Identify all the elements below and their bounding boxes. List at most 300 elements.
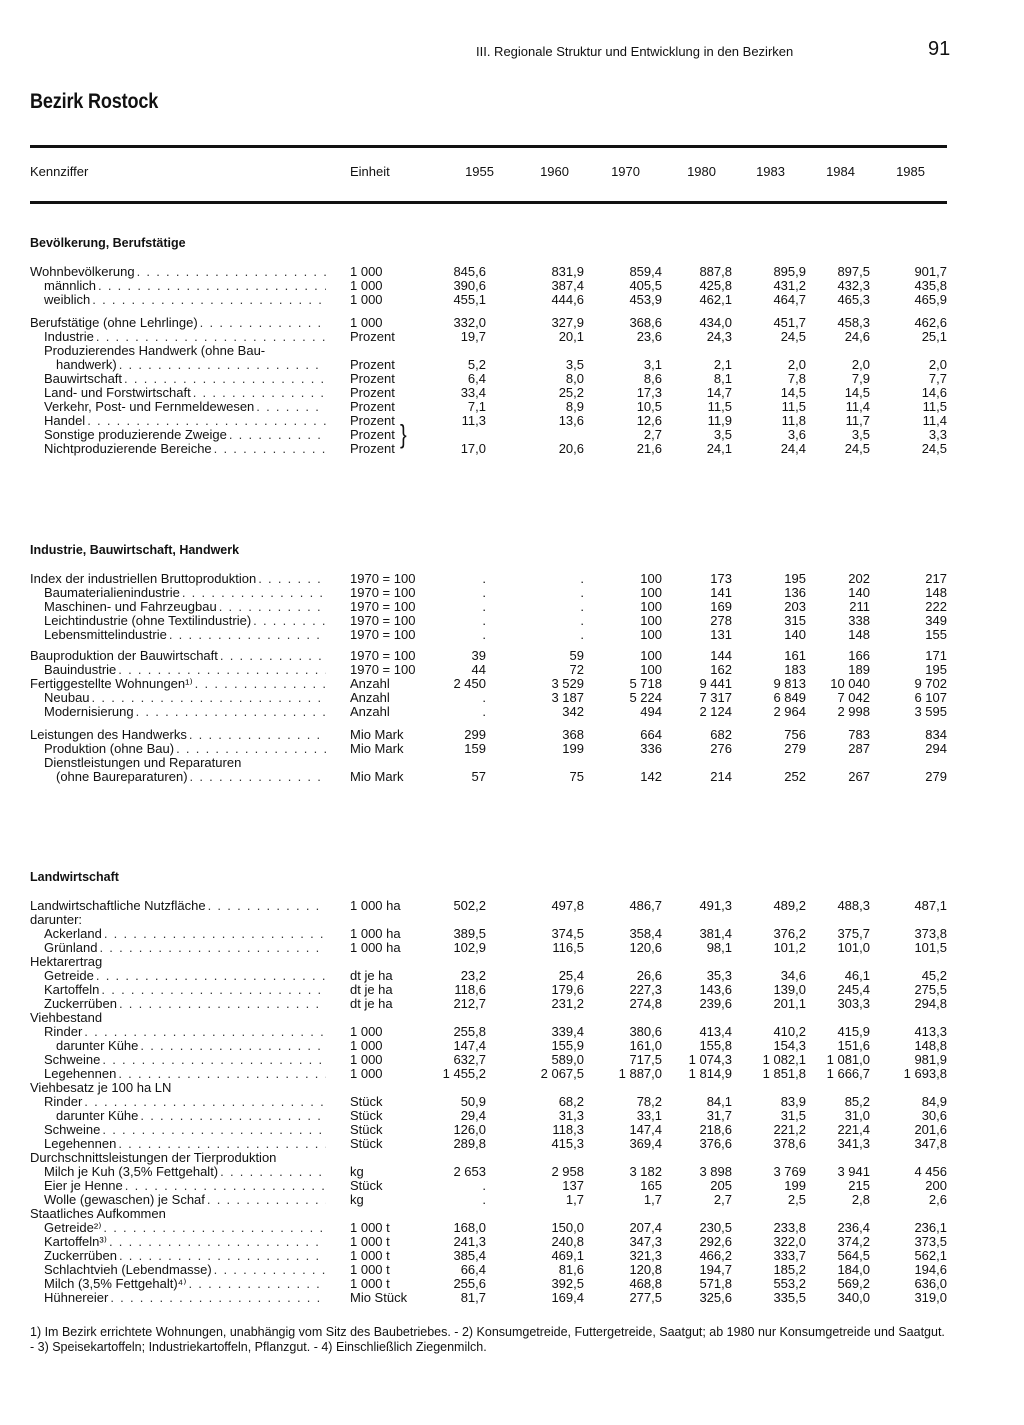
value-cell: 488,3 <box>837 898 870 913</box>
value-cell: 3,5 <box>565 357 584 372</box>
value-cell: 45,2 <box>921 968 947 983</box>
unit-cell: Stück <box>350 1178 383 1193</box>
unit-cell: 1 000 t <box>350 1220 390 1235</box>
value-cell: 194,7 <box>699 1262 732 1277</box>
value-cell: 218,6 <box>699 1122 732 1137</box>
table-row <box>30 1277 947 1291</box>
value-cell: 2,1 <box>713 357 732 372</box>
value-cell: 35,3 <box>706 968 732 983</box>
dot-leader <box>119 358 326 372</box>
unit-cell: Stück <box>350 1136 383 1151</box>
value-cell: 279 <box>925 769 947 784</box>
value-cell: 319,0 <box>914 1290 947 1305</box>
table-row <box>30 1123 947 1137</box>
value-cell: 497,8 <box>551 898 584 913</box>
value-cell: 33,1 <box>636 1108 662 1123</box>
value-cell: 562,1 <box>914 1248 947 1263</box>
value-cell: . <box>482 627 486 642</box>
value-cell: 3 595 <box>914 704 947 719</box>
value-cell: 339,4 <box>551 1024 584 1039</box>
row-label <box>44 628 326 642</box>
row-label <box>30 316 326 330</box>
dot-leader <box>98 279 326 293</box>
table-row <box>30 572 947 586</box>
value-cell: 155,9 <box>551 1038 584 1053</box>
value-cell: 3,5 <box>851 427 870 442</box>
row-label-text: Schweine <box>44 1123 101 1137</box>
section-heading: Industrie, Bauwirtschaft, Handwerk <box>30 543 240 557</box>
value-cell: 315 <box>784 613 806 628</box>
value-cell: . <box>482 585 486 600</box>
value-cell: 169 <box>710 599 732 614</box>
row-label <box>30 899 326 913</box>
value-cell: 2,7 <box>713 1192 732 1207</box>
value-cell: 489,2 <box>773 898 806 913</box>
value-cell: 39 <box>471 648 486 663</box>
unit-cell: 1 000 t <box>350 1234 390 1249</box>
footnote: 1) Im Bezirk errichtete Wohnungen, unabhängig vom Sitz des Baubetriebes. - 2) Konsumgetreide, Futtergetreide, Saatgut; ab 1980 nur Konsumgetreide und Saatgut. - 3) Speisekartoffeln; Industriekartoffeln, Pflanzgut. - 4) Einschließlich Ziegenmilch. <box>30 1325 945 1354</box>
unit-cell: 1 000 <box>350 1066 383 1081</box>
value-cell: 632,7 <box>453 1052 486 1067</box>
dot-leader <box>169 628 326 642</box>
row-label-text: männlich <box>44 279 97 293</box>
table-row <box>30 1039 947 1053</box>
value-cell: 255,6 <box>453 1276 486 1291</box>
value-cell: 2 067,5 <box>540 1066 584 1081</box>
value-cell: 81,6 <box>558 1262 584 1277</box>
value-cell: 173 <box>710 571 732 586</box>
value-cell: . <box>580 571 584 586</box>
value-cell: 338 <box>848 613 870 628</box>
row-label <box>44 1095 326 1109</box>
value-cell: 162 <box>710 662 732 677</box>
table-row <box>30 1053 947 1067</box>
row-label-text: Rinder <box>44 1095 83 1109</box>
dot-leader <box>110 1291 326 1305</box>
unit-cell: 1 000 ha <box>350 940 401 955</box>
value-cell: . <box>580 599 584 614</box>
value-cell: 465,9 <box>914 292 947 307</box>
value-cell: 59 <box>569 648 584 663</box>
value-cell: 368,6 <box>629 315 662 330</box>
row-label-text: Milch je Kuh (3,5% Fettgehalt) <box>44 1165 219 1179</box>
value-cell: 287 <box>848 741 870 756</box>
value-cell: 390,6 <box>453 278 486 293</box>
value-cell: 7,7 <box>928 371 947 386</box>
row-label-text: Zuckerrüben <box>44 997 117 1011</box>
value-cell: 369,4 <box>629 1136 662 1151</box>
value-cell: 8,9 <box>565 399 584 414</box>
unit-cell: 1 000 <box>350 292 383 307</box>
value-cell: 24,3 <box>706 329 732 344</box>
value-cell: 2,0 <box>787 357 806 372</box>
value-cell: 6 107 <box>914 690 947 705</box>
row-label <box>44 969 326 983</box>
row-label-text: Hektarertrag <box>30 955 103 969</box>
value-cell: 2,5 <box>787 1192 806 1207</box>
header-rule <box>30 201 947 204</box>
table-row <box>30 969 947 983</box>
value-cell: 202 <box>848 571 870 586</box>
row-label <box>30 1081 326 1095</box>
value-cell: 2,6 <box>928 1192 947 1207</box>
value-cell: 1,7 <box>565 1192 584 1207</box>
table-row <box>30 1165 947 1179</box>
value-cell: 636,0 <box>914 1276 947 1291</box>
value-cell: 274,8 <box>629 996 662 1011</box>
value-cell: 435,8 <box>914 278 947 293</box>
value-cell: 185,2 <box>773 1262 806 1277</box>
value-cell: 303,3 <box>837 996 870 1011</box>
unit-cell: Prozent <box>350 329 395 344</box>
unit-cell: 1970 = 100 <box>350 571 416 586</box>
row-label <box>30 728 326 742</box>
value-cell: 20,1 <box>558 329 584 344</box>
row-label-text: Kartoffeln <box>44 983 100 997</box>
value-cell: 148 <box>925 585 947 600</box>
value-cell: 151,6 <box>837 1038 870 1053</box>
row-label-text: Industrie <box>44 330 94 344</box>
value-cell: 203 <box>784 599 806 614</box>
table-row <box>30 1291 947 1305</box>
value-cell: 245,4 <box>837 982 870 997</box>
row-label-text: Produktion (ohne Bau) <box>44 742 175 756</box>
value-cell: 24,5 <box>921 441 947 456</box>
value-cell: 1 081,0 <box>826 1052 870 1067</box>
value-cell: 3,3 <box>928 427 947 442</box>
table-row <box>30 414 947 428</box>
value-cell: 1 074,3 <box>688 1052 732 1067</box>
table-row <box>30 913 947 927</box>
value-cell: 116,5 <box>552 940 584 955</box>
table-row <box>30 1025 947 1039</box>
table-row <box>30 265 947 279</box>
value-cell: 24,5 <box>844 441 870 456</box>
value-cell: 717,5 <box>629 1052 662 1067</box>
value-cell: 275,5 <box>914 982 947 997</box>
row-label-text: Baumaterialienindustrie <box>44 586 180 600</box>
row-label-text: darunter Kühe <box>56 1109 139 1123</box>
value-cell: 171 <box>925 648 947 663</box>
row-label-text: Wolle (gewaschen) je Schaf <box>44 1193 205 1207</box>
table-row <box>30 1249 947 1263</box>
row-label <box>44 1221 326 1235</box>
value-cell: 2 450 <box>453 676 486 691</box>
row-label <box>44 756 326 770</box>
value-cell: 31,3 <box>558 1108 584 1123</box>
running-head: III. Regionale Struktur und Entwicklung in den Bezirken <box>476 44 794 59</box>
row-label-text: Schweine <box>44 1053 101 1067</box>
dot-leader <box>118 1067 326 1081</box>
value-cell: 85,2 <box>844 1094 870 1109</box>
value-cell: 469,1 <box>551 1248 584 1263</box>
row-label <box>44 742 326 756</box>
value-cell: 17,0 <box>460 441 486 456</box>
value-cell: 831,9 <box>551 264 584 279</box>
value-cell: 75 <box>569 769 584 784</box>
row-label-text: Grünland <box>44 941 98 955</box>
value-cell: 221,4 <box>837 1122 870 1137</box>
value-cell: 227,3 <box>629 982 662 997</box>
dot-leader <box>104 927 326 941</box>
row-label-text: Sonstige produzierende Zweige <box>44 428 227 442</box>
row-label <box>30 1207 326 1221</box>
value-cell: 84,1 <box>706 1094 732 1109</box>
value-cell: 169,4 <box>551 1290 584 1305</box>
value-cell: 50,9 <box>460 1094 486 1109</box>
value-cell: 9 813 <box>773 676 806 691</box>
row-label <box>44 1179 326 1193</box>
table-row <box>30 691 947 705</box>
value-cell: 1 693,8 <box>903 1066 947 1081</box>
row-label-text: Getreide²⁾ <box>44 1221 102 1235</box>
row-label-text: Hühnereier <box>44 1291 109 1305</box>
value-cell: 199 <box>562 741 584 756</box>
row-label <box>30 677 326 691</box>
value-cell: 10 040 <box>830 676 870 691</box>
value-cell: 11,3 <box>461 413 486 428</box>
unit-cell: Mio Mark <box>350 769 404 784</box>
row-label-text: Neubau <box>44 691 90 705</box>
table-row <box>30 1109 947 1123</box>
value-cell: 29,4 <box>460 1108 486 1123</box>
row-label <box>44 1165 326 1179</box>
value-cell: . <box>580 613 584 628</box>
table-row <box>30 614 947 628</box>
dot-leader <box>140 1039 326 1053</box>
value-cell: 31,5 <box>780 1108 806 1123</box>
value-cell: 340,0 <box>837 1290 870 1305</box>
page-number: 91 <box>928 38 951 60</box>
value-cell: 887,8 <box>699 264 732 279</box>
value-cell: 358,4 <box>629 926 662 941</box>
table-row <box>30 983 947 997</box>
value-cell: 897,5 <box>837 264 870 279</box>
row-label <box>44 330 326 344</box>
value-cell: 98,1 <box>706 940 732 955</box>
value-cell: 140 <box>848 585 870 600</box>
column-header-kennziffer: Kennziffer <box>30 164 89 179</box>
row-label-text: Legehennen <box>44 1137 117 1151</box>
value-cell: 102,9 <box>453 940 486 955</box>
row-label <box>44 1291 326 1305</box>
dot-leader <box>220 649 326 663</box>
value-cell: 30,6 <box>921 1108 947 1123</box>
row-label-text: darunter Kühe <box>56 1039 139 1053</box>
table-row <box>30 941 947 955</box>
value-cell: 144 <box>710 648 732 663</box>
table-row <box>30 728 947 742</box>
value-cell: 333,7 <box>773 1248 806 1263</box>
row-label-text: Schlachtvieh (Lebendmasse) <box>44 1263 212 1277</box>
value-cell: 4 456 <box>914 1164 947 1179</box>
unit-cell: 1970 = 100 <box>350 627 416 642</box>
value-cell: 415,3 <box>551 1136 584 1151</box>
unit-cell: Prozent <box>350 385 395 400</box>
value-cell: 100 <box>640 627 662 642</box>
value-cell: 33,4 <box>460 385 486 400</box>
row-label-text: Handel <box>44 414 86 428</box>
value-cell: 148 <box>848 627 870 642</box>
unit-cell: 1970 = 100 <box>350 585 416 600</box>
table-row <box>30 279 947 293</box>
value-cell: 3 187 <box>551 690 584 705</box>
value-cell: 845,6 <box>453 264 486 279</box>
dot-leader <box>182 586 326 600</box>
dot-leader <box>190 770 326 784</box>
row-label <box>56 358 326 372</box>
table-row <box>30 1179 947 1193</box>
value-cell: 24,5 <box>780 329 806 344</box>
column-header-einheit: Einheit <box>350 164 390 179</box>
value-cell: 195 <box>784 571 806 586</box>
value-cell: 682 <box>710 727 732 742</box>
column-header-year: 1960 <box>540 164 569 179</box>
value-cell: 150,0 <box>551 1220 584 1235</box>
value-cell: 342 <box>562 704 584 719</box>
row-label-text: Getreide <box>44 969 94 983</box>
value-cell: 101,2 <box>773 940 806 955</box>
table-row <box>30 770 947 784</box>
value-cell: 564,5 <box>837 1248 870 1263</box>
value-cell: 405,5 <box>629 278 662 293</box>
value-cell: 553,2 <box>773 1276 806 1291</box>
row-label-text: Berufstätige (ohne Lehrlinge) <box>30 316 198 330</box>
unit-cell: 1970 = 100 <box>350 648 416 663</box>
row-label-text: Land- und Forstwirtschaft <box>44 386 191 400</box>
dot-leader <box>253 614 326 628</box>
row-label-text: Bauwirtschaft <box>44 372 123 386</box>
row-label-text: Produzierendes Handwerk (ohne Bau- <box>44 344 266 358</box>
value-cell: . <box>482 704 486 719</box>
value-cell: 147,4 <box>453 1038 486 1053</box>
value-cell: 453,9 <box>629 292 662 307</box>
value-cell: 455,1 <box>453 292 486 307</box>
row-label <box>44 941 326 955</box>
value-cell: 410,2 <box>773 1024 806 1039</box>
table-row <box>30 677 947 691</box>
value-cell: . <box>482 690 486 705</box>
row-label <box>30 572 326 586</box>
value-cell: 1 851,8 <box>762 1066 806 1081</box>
value-cell: 239,6 <box>699 996 732 1011</box>
dot-leader <box>229 428 326 442</box>
dot-leader <box>102 1123 326 1137</box>
value-cell: 236,4 <box>837 1220 870 1235</box>
value-cell: 783 <box>848 727 870 742</box>
value-cell: 387,4 <box>551 278 584 293</box>
value-cell: 464,7 <box>773 292 806 307</box>
table-row <box>30 1193 947 1207</box>
row-label-text: weiblich <box>44 293 91 307</box>
row-label <box>30 649 326 663</box>
value-cell: 373,8 <box>914 926 947 941</box>
value-cell: 2 998 <box>837 704 870 719</box>
value-cell: 183 <box>784 662 806 677</box>
table-row <box>30 1137 947 1151</box>
value-cell: 413,4 <box>699 1024 732 1039</box>
value-cell: 195 <box>925 662 947 677</box>
unit-cell: Prozent <box>350 399 395 414</box>
row-label <box>56 1039 326 1053</box>
value-cell: 159 <box>464 741 486 756</box>
dot-leader <box>125 1179 326 1193</box>
bracket-mark: } <box>400 420 407 450</box>
value-cell: 201,6 <box>914 1122 947 1137</box>
table-row <box>30 899 947 913</box>
value-cell: 24,6 <box>844 329 870 344</box>
value-cell: . <box>482 571 486 586</box>
value-cell: 2 964 <box>773 704 806 719</box>
value-cell: 347,8 <box>914 1136 947 1151</box>
value-cell: 118,3 <box>552 1122 584 1137</box>
value-cell: 374,2 <box>837 1234 870 1249</box>
value-cell: . <box>482 613 486 628</box>
row-label <box>44 983 326 997</box>
value-cell: 2,8 <box>851 1192 870 1207</box>
value-cell: 571,8 <box>699 1276 732 1291</box>
unit-cell: dt je ha <box>350 968 393 983</box>
value-cell: 14,5 <box>844 385 870 400</box>
row-label-text: Eier je Henne <box>44 1179 123 1193</box>
unit-cell: 1 000 <box>350 1038 383 1053</box>
table-row <box>30 756 947 770</box>
value-cell: 141 <box>710 585 732 600</box>
value-cell: 294 <box>925 741 947 756</box>
table-row <box>30 1207 947 1221</box>
value-cell: 11,9 <box>707 413 732 428</box>
unit-cell: Mio Mark <box>350 741 404 756</box>
value-cell: 24,1 <box>706 441 732 456</box>
value-cell: 327,9 <box>551 315 584 330</box>
value-cell: 373,5 <box>914 1234 947 1249</box>
value-cell: 292,6 <box>699 1234 732 1249</box>
value-cell: 20,6 <box>558 441 584 456</box>
row-label-text: Viehbesatz je 100 ha LN <box>30 1081 172 1095</box>
value-cell: 24,4 <box>780 441 806 456</box>
value-cell: 7 317 <box>699 690 732 705</box>
value-cell: 380,6 <box>629 1024 662 1039</box>
value-cell: 66,4 <box>460 1262 486 1277</box>
value-cell: 68,2 <box>558 1094 584 1109</box>
row-label <box>44 372 326 386</box>
row-label-text: Leichtindustrie (ohne Textilindustrie) <box>44 614 252 628</box>
value-cell: 834 <box>925 727 947 742</box>
dot-leader <box>214 442 326 456</box>
value-cell: 336 <box>640 741 662 756</box>
unit-cell: kg <box>350 1164 364 1179</box>
value-cell: 252 <box>784 769 806 784</box>
dot-leader <box>101 983 326 997</box>
value-cell: 14,6 <box>921 385 947 400</box>
dot-leader <box>193 386 326 400</box>
value-cell: 381,4 <box>699 926 732 941</box>
value-cell: 10,5 <box>636 399 662 414</box>
row-label <box>44 691 326 705</box>
unit-cell: Anzahl <box>350 704 390 719</box>
dot-leader <box>96 330 326 344</box>
value-cell: 465,3 <box>837 292 870 307</box>
row-label <box>30 1151 326 1165</box>
value-cell: 321,3 <box>629 1248 662 1263</box>
dot-leader <box>189 728 326 742</box>
table-row <box>30 400 947 414</box>
unit-cell: Prozent <box>350 427 395 442</box>
dot-leader <box>214 1263 326 1277</box>
table-row <box>30 293 947 307</box>
unit-cell: kg <box>350 1192 364 1207</box>
unit-cell: dt je ha <box>350 996 393 1011</box>
